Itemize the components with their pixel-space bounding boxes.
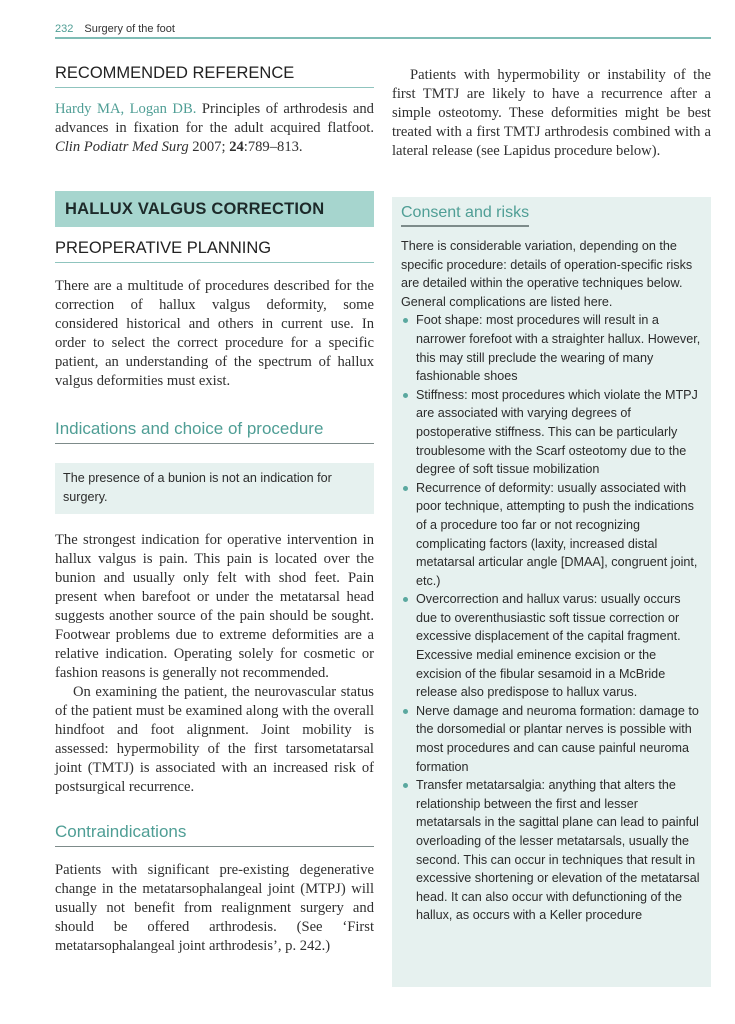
list-item: Foot shape: most procedures will result in a narrower forefoot with a straighter hallux. However, this may still preclude the wearing of many fashionable shoes	[401, 311, 701, 385]
page-number: 232	[55, 23, 74, 35]
right-column	[392, 64, 711, 161]
bullet-icon	[403, 486, 408, 491]
bullet-icon	[403, 709, 408, 714]
section-banner: HALLUX VALGUS CORRECTION	[55, 191, 374, 227]
reference-title: Principles of arthrodesis and advances in fixation for the adult acquired flatfoot.	[55, 101, 374, 136]
indications-heading-wrap	[55, 419, 374, 444]
bullet-icon	[403, 393, 408, 398]
list-item: Nerve damage and neuroma formation: damage to the dorsomedial or plantar nerves is possible with most procedures and can cause painful neuroma formation	[401, 702, 701, 776]
contraindications-heading-wrap	[55, 822, 374, 847]
reference-year: 2007;	[188, 139, 230, 155]
list-item: Transfer metatarsalgia: anything that alters the relationship between the first and lesser metatarsals in the sagittal plane can lead to painful overloading of the lesser metatarsals, usually the second. This can occur in techniques that result in excessive shortening or elevation of the metatarsal head. It can also occur with defunctioning of the hallux, as occurs with a Keller procedure	[401, 776, 701, 925]
list-item: Recurrence of deformity: usually associated with poor technique, attempting to push the indications of a procedure too far or not recognizing complicating factors (laxity, increased distal metatarsal articular angle [DMAA], congruent joint, etc.)	[401, 479, 701, 591]
running-head	[55, 23, 711, 39]
reference-citation	[55, 100, 374, 157]
bullet-icon	[403, 783, 408, 788]
chapter-title: Surgery of the foot	[84, 23, 175, 35]
reference-journal: Clin Podiatr Med Surg	[55, 139, 189, 155]
right-paragraph: Patients with hypermobility or instability of the first TMTJ are likely to have a recurrence after a simple osteotomy. These deformities might be best treated with a first TMTJ arthrodesis combined with a lateral release (see Lapidus procedure below).	[392, 67, 711, 159]
consent-intro: There is considerable variation, depending on the specific procedure: details of operation-specific risks are detailed within the operative techniques below. General complications are listed here.	[401, 239, 693, 309]
contraindications-paragraph: Patients with significant pre-existing degenerative change in the metatarsophalangeal joint (MTPJ) will usually not benefit from realignment surgery and should be offered arthrodesis. (See ‘First metatarsophalangeal joint arthrodesis’, p. 242.)	[55, 862, 374, 954]
preoperative-planning-heading: PREOPERATIVE PLANNING	[55, 239, 272, 257]
list-item: Overcorrection and hallux varus: usually occurs due to overenthusiastic soft tissue correction or excessive displacement of the capital fragment. Excessive medial eminence excision or the excision of the fibular sesamoid in a McBride release also predispose to hallux varus.	[401, 590, 701, 702]
recommended-reference-heading-wrap	[55, 64, 374, 88]
list-item: Stiffness: most procedures which violate the MTPJ are associated with varying degrees of postoperative stiffness. This can be particularly troublesome with the Scarf osteotomy due to the degree of soft tissue mobilization	[401, 386, 701, 479]
contraindications-heading: Contraindications	[55, 822, 187, 841]
consent-heading-wrap	[401, 204, 529, 227]
preop-paragraph: There are a multitude of procedures described for the correction of hallux valgus deformity, some considered historical and others in current use. In order to select the correct procedure for a specific patient, an understanding of the spectrum of hallux valgus deformities must exist.	[55, 278, 374, 389]
bullet-icon	[403, 318, 408, 323]
consent-risks-panel	[392, 197, 711, 987]
left-column	[55, 64, 374, 956]
reference-authors: Hardy MA, Logan DB.	[55, 101, 197, 117]
consent-heading: Consent and risks	[401, 204, 530, 221]
bullet-icon	[403, 597, 408, 602]
preop-heading-wrap	[55, 239, 374, 263]
indications-paragraph-1: The strongest indication for operative intervention in hallux valgus is pain. This pain is located over the bunion and usually only felt with shod feet. Pain present when barefoot or under the metatarsal head suggests another source of the pain should be sought. Footwear problems due to extreme deformities are a relative indication. Operating solely for cosmetic or fashion reasons is generally not recommended.	[55, 532, 374, 681]
indications-note: The presence of a bunion is not an indication for surgery.	[55, 463, 374, 514]
complications-list	[401, 311, 701, 925]
reference-volume: 24	[229, 139, 244, 155]
reference-pages: :789–813.	[243, 139, 303, 155]
indications-paragraph-2: On examining the patient, the neurovascular status of the patient must be examined along with the overall hindfoot and foot alignment. Joint mobility is assessed: hypermobility of the first tarsometatarsal joint (TMTJ) is associated with an increased risk of postsurgical recurrence.	[55, 684, 374, 795]
recommended-reference-heading: RECOMMENDED REFERENCE	[55, 64, 295, 82]
indications-heading: Indications and choice of procedure	[55, 419, 324, 438]
